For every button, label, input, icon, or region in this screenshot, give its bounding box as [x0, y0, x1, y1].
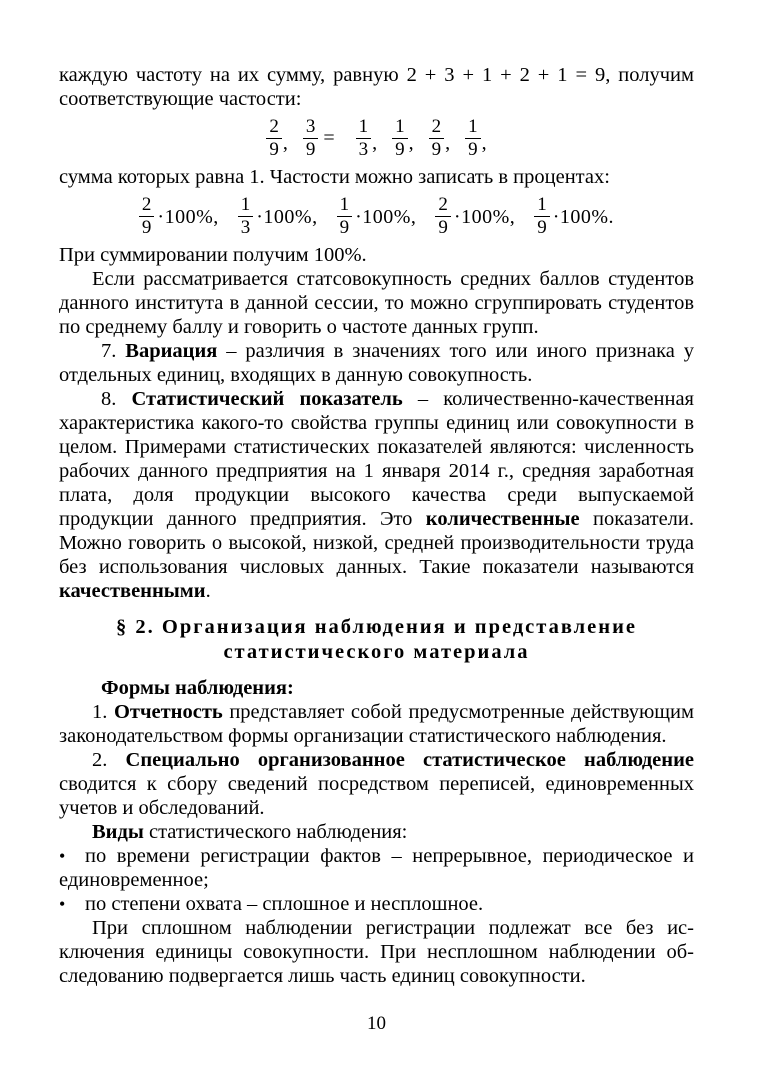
paragraph-observation-forms-title	[59, 676, 694, 700]
percent-factor: ·100%,	[355, 206, 417, 228]
fraction	[139, 195, 155, 238]
paragraph-item-2-organized-observation	[59, 748, 694, 820]
definition-text: представляет собой предусмотренные действующим законодательством формы организации статистического наблюдения.	[59, 701, 694, 747]
fraction-separator: ,	[445, 132, 451, 154]
fraction	[429, 117, 445, 160]
bullet-text: по времени регистрации фактов – непрерывное, периодическое и единовременное;	[59, 845, 694, 891]
fraction-term	[238, 195, 318, 238]
percent-factor: ·100%,	[157, 206, 219, 228]
paragraph-item-1-reporting	[59, 700, 694, 748]
fraction-term	[139, 195, 219, 238]
fraction-denominator: 9	[429, 138, 445, 160]
fraction-numerator: 1	[468, 116, 478, 137]
fraction-term	[356, 117, 378, 160]
bullet-icon: •	[59, 846, 66, 866]
term-reporting: Отчетность	[113, 701, 223, 723]
term-quantitative: количественные	[425, 508, 580, 530]
fraction-separator: ,	[282, 132, 288, 154]
fraction-term	[435, 195, 515, 238]
fraction-denominator: 3	[238, 216, 254, 238]
fraction-denominator: 9	[465, 138, 481, 160]
list-number: 7.	[101, 340, 126, 362]
fraction-separator: ,	[408, 132, 414, 154]
fraction-term	[534, 195, 614, 238]
definition-text: – различия в значениях того или иного признака у отдельных единиц, входящих в данную совокупность.	[59, 340, 694, 386]
fraction	[356, 117, 372, 160]
fraction-term	[429, 117, 451, 160]
fraction-denominator: 9	[534, 216, 550, 238]
percent-factor: ·100%.	[552, 206, 615, 228]
fraction	[238, 195, 254, 238]
percent-factor: ·100%,	[256, 206, 318, 228]
fraction-numerator: 2	[438, 194, 448, 215]
section-heading-line-2: статистического материала	[223, 641, 530, 663]
fraction	[534, 195, 550, 238]
fraction-numerator: 2	[431, 116, 442, 137]
fraction-denominator: 9	[303, 138, 319, 160]
fraction-denominator: 9	[266, 138, 282, 160]
definition-text: .	[205, 580, 211, 602]
page-number: 10	[367, 1013, 386, 1034]
fraction-numerator: 1	[358, 116, 369, 137]
paragraph-item-7-variation	[59, 339, 694, 387]
formula-percentages	[59, 189, 694, 243]
fraction-numerator: 1	[339, 194, 350, 215]
fraction-numerator: 2	[269, 116, 279, 137]
fraction	[392, 117, 408, 160]
bullet-item-registration-time	[59, 844, 694, 892]
fraction-numerator: 1	[395, 116, 405, 137]
bullet-icon: •	[59, 894, 66, 914]
percent-factor: ·100%,	[453, 206, 516, 228]
fraction-numerator: 3	[305, 116, 316, 137]
fraction-separator: ,	[481, 132, 487, 154]
paragraph-continuous-observation: При сплошном наблюдении регистрации подлежат все без исключения единицы совокупности. При несплошном наблюдении обследованию подвергается лишь часть единиц совокупности.	[59, 917, 694, 987]
paragraph-sum-equals-one: сумма которых равна 1. Частости можно записать в процентах:	[59, 166, 610, 188]
fraction-denominator: 9	[435, 216, 451, 238]
definition-text: показатели. Можно говорить о высокой, низкой, средней производительности труда без использования числовых данных. Такие показатели называются	[59, 508, 694, 578]
paragraph-summation-100: При суммировании получим 100%.	[59, 244, 367, 266]
definition-text: сводится к сбору сведений посредством переписей, единовременных учетов и обследований.	[59, 773, 694, 819]
list-number: 8.	[101, 388, 132, 410]
fraction-numerator: 1	[240, 194, 251, 215]
term-organized-observation: Специально организованное статистическое наблюдение	[125, 749, 695, 771]
paragraph-frequencies-intro: каждую частоту на их сумму, равную 2 + 3 + 1 + 2 + 1 = 9, получим соответствующие частости:	[59, 64, 694, 110]
fraction-term	[392, 117, 414, 160]
fraction-numerator: 2	[141, 194, 152, 215]
list-number: 2.	[92, 749, 126, 771]
fraction	[303, 117, 319, 160]
fraction-denominator: 9	[337, 216, 353, 238]
fraction-denominator: 9	[139, 216, 155, 238]
subheading-text: статистического наблюдения:	[143, 821, 408, 843]
section-heading-line-1: § 2. Организация наблюдения и представление	[116, 616, 637, 638]
fraction	[337, 195, 353, 238]
fraction-term	[465, 117, 487, 160]
term-variation: Вариация	[125, 340, 218, 362]
term-statistical-indicator: Статистический показатель	[131, 388, 403, 410]
paragraph-observation-kinds-title	[59, 820, 694, 844]
bullet-item-coverage-degree	[59, 892, 694, 916]
term-kinds: Виды	[92, 821, 144, 843]
bullet-text: по степени охвата – сплошное и несплошное.	[85, 893, 484, 915]
equals-sign: =	[323, 127, 335, 149]
fraction-term	[266, 117, 288, 160]
paragraph-item-8-statistical-indicator	[59, 387, 694, 603]
fraction-denominator: 9	[392, 138, 408, 160]
fraction-denominator: 3	[356, 138, 372, 160]
subheading-observation-forms: Формы наблюдения:	[101, 677, 294, 699]
fraction-term	[337, 195, 417, 238]
fraction	[465, 117, 481, 160]
paragraph-grade-grouping: Если рассматривается статсовокупность средних баллов студентов данного института в данной сессии, то можно сгруппировать студентов по среднему баллу и говорить о частоте данных групп.	[59, 268, 694, 338]
term-qualitative: качественными	[59, 580, 206, 602]
page-footer	[59, 1013, 694, 1035]
fraction-separator: ,	[372, 132, 378, 154]
fraction-term	[303, 117, 341, 160]
definition-text: – количественно-качественная характеристика какого-то свойства группы единиц или совокупности в целом. Примерами статистических показателей являются: численность рабочих данного предприятия на 1 января 2014 г., средняя заработная плата, доля продукции высокого качества среди выпускаемой продукции данного предприятия. Это	[59, 388, 694, 530]
fraction-numerator: 1	[537, 194, 547, 215]
list-number: 1.	[92, 701, 114, 723]
formula-fractions	[59, 111, 694, 165]
section-heading	[59, 615, 694, 665]
fraction	[435, 195, 451, 238]
fraction	[266, 117, 282, 160]
